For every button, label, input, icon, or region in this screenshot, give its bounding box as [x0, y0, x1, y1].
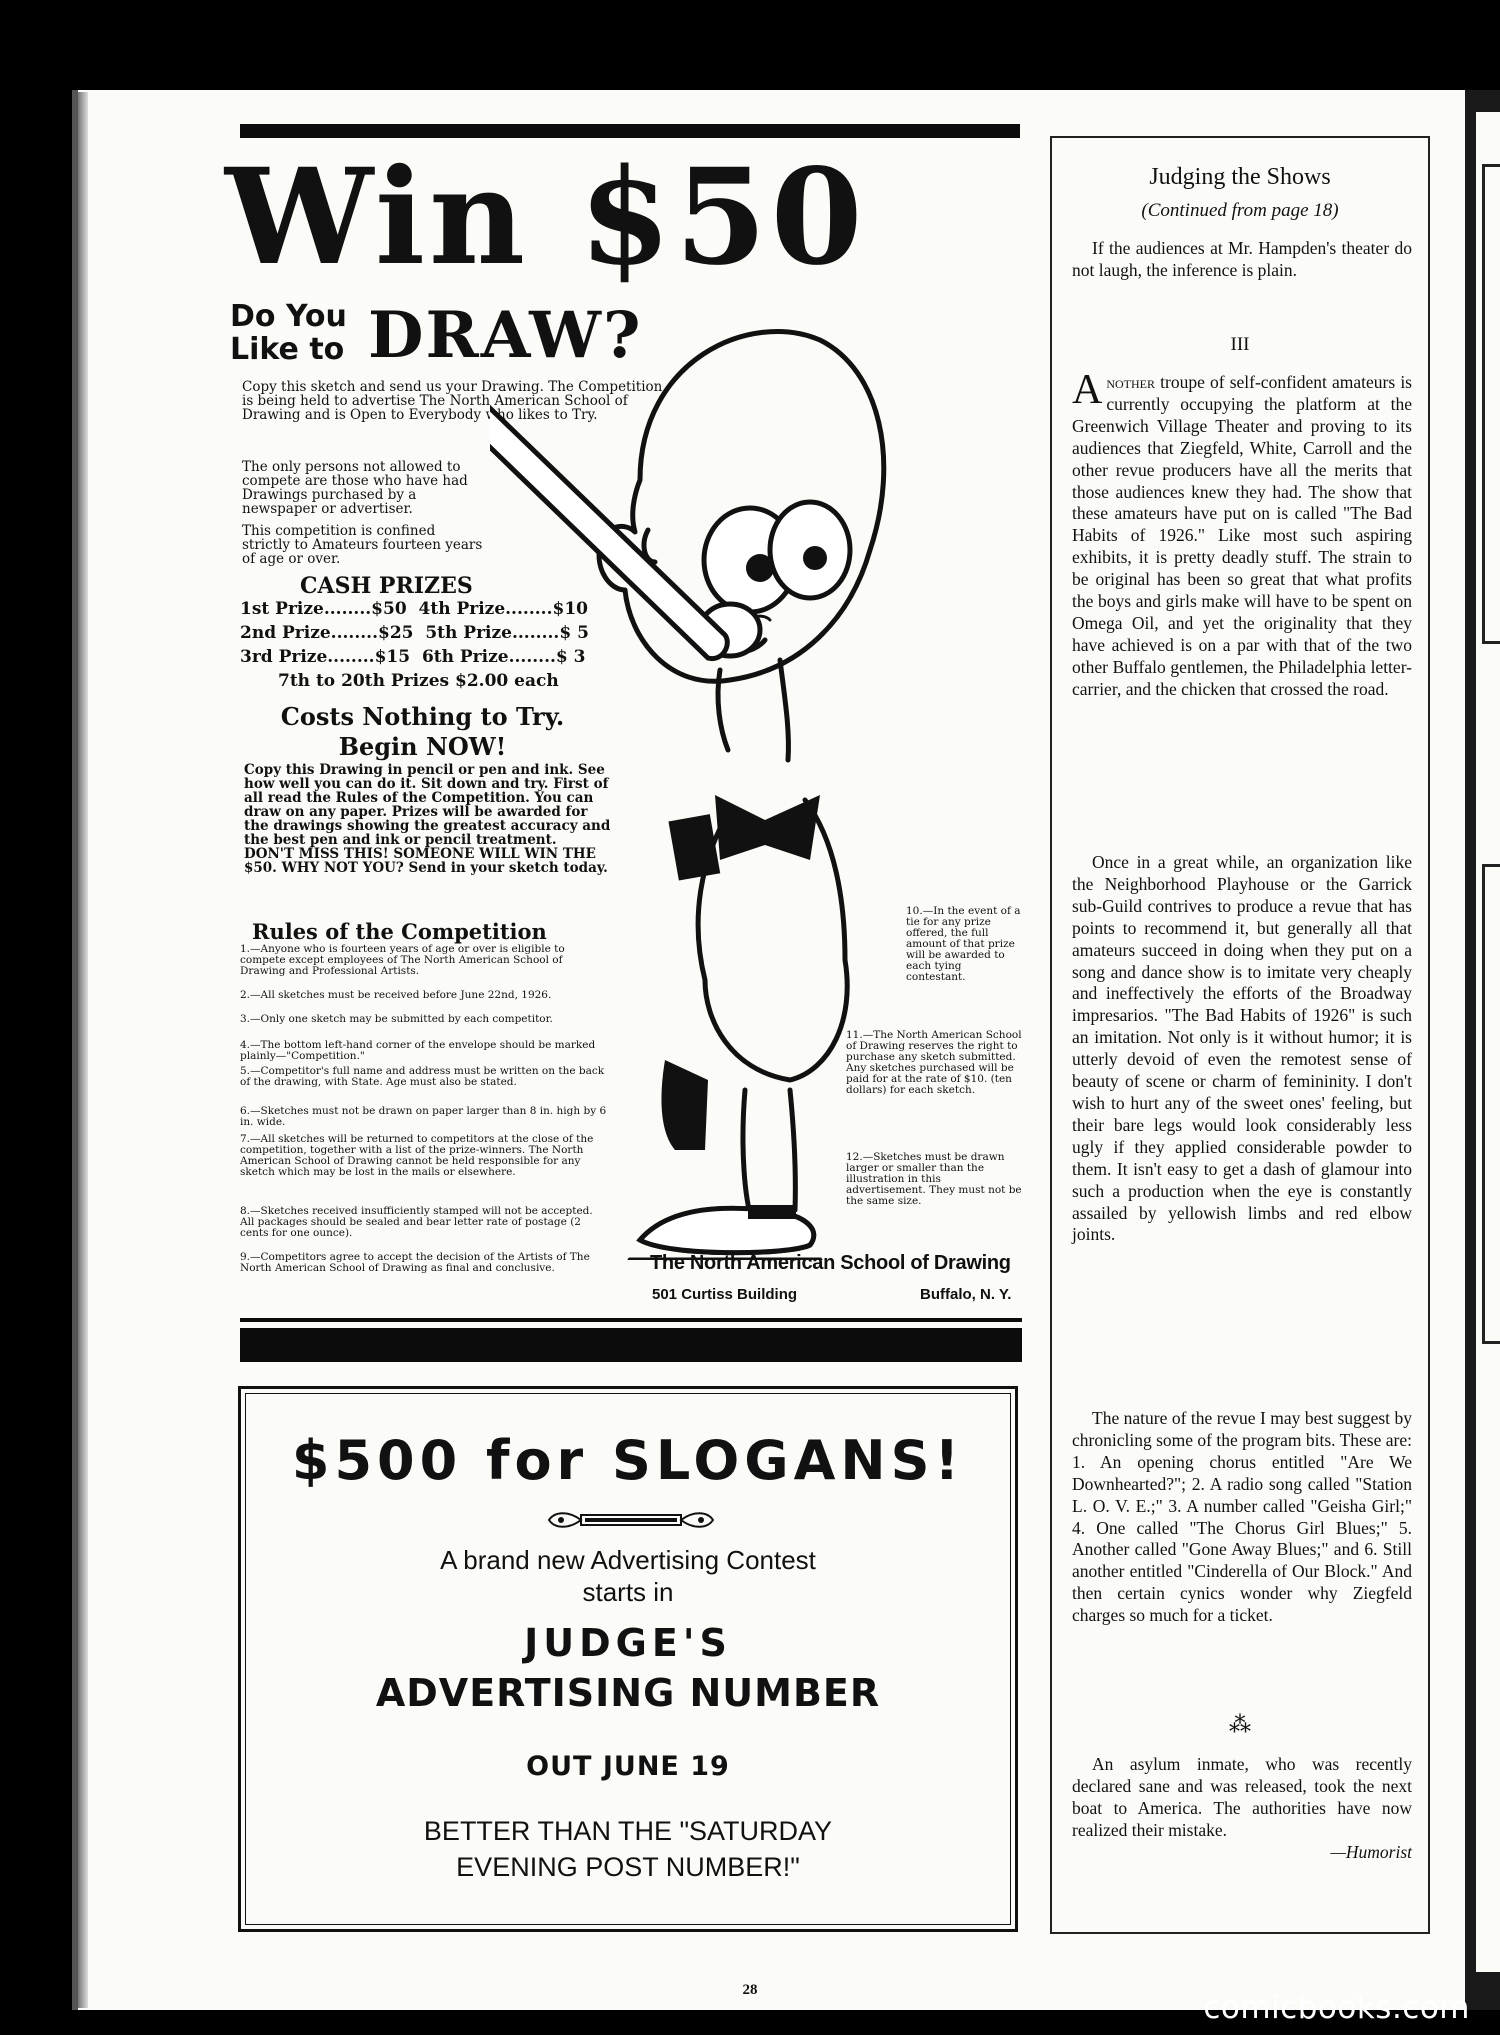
paragraph-text: troupe of self-confident amateurs is currently occupying the platform at the Greenwich Village Theater and proving to its audiences that Ziegfeld, White, Carroll and the other revue producers have all the merits that those audiences knew they had. The show that these amateurs have put on is called "The Bad Habits of 1926." Like most such aspiring exhibits, it is pretty deadly stuff. The strain to be original has been so great that what profits the boys and girls make will have to be spent on Omega Oil, and yet the originality that they have achieved is on a par with that of the two other Buffalo gentlemen, the Philadelphia letter-carrier, and the chicken that crossed the road. — [1072, 372, 1412, 699]
school-city: Buffalo, N. Y. — [920, 1286, 1012, 1303]
section-number: III — [1230, 334, 1250, 355]
intro-paragraph: Copy this sketch and send us your Drawing. The Competition is being held to advertise The North American School of Drawing and is Open to Everybody who likes to Try. — [242, 379, 663, 423]
rule-item: 12.—Sketches must be drawn larger or smaller than the illustration in this advertisement. They must not be the same size. — [846, 1151, 1022, 1207]
better-line: EVENING POST NUMBER!" — [456, 1852, 800, 1882]
school-name: The North American School of Drawing — [650, 1252, 1011, 1274]
out-date: OUT JUNE 19 — [526, 1751, 730, 1782]
like-to-line: Like to — [230, 332, 345, 367]
top-rule — [240, 124, 1020, 138]
rule-item: 9.—Competitors agree to accept the decision of the Artists of The North American School of Drawing as final and conclusive. — [240, 1251, 590, 1274]
rule-item: 7.—All sketches will be returned to competitors at the close of the competition, together with a list of the prize-winners. The North American School of Drawing cannot be held responsible for any sketch which may be lost in the mails or elsewhere. — [240, 1133, 594, 1178]
judging-the-shows-column — [1050, 136, 1430, 1934]
bottom-rule — [240, 1328, 1022, 1362]
draw-headline: DRAW? — [368, 298, 643, 373]
column-paragraph — [1072, 1754, 1412, 1864]
do-you-like-to — [230, 300, 347, 366]
judges-heading: JUDGE'S — [524, 1621, 732, 1665]
column-paragraph: If the audiences at Mr. Hampden's theater do not laugh, the inference is plain. — [1072, 238, 1412, 280]
ad-headline: Win $50 — [225, 140, 867, 295]
joke-attribution: —Humorist — [1330, 1841, 1412, 1862]
cash-prizes-title: CASH PRIZES — [300, 573, 473, 599]
facing-page-box — [1482, 864, 1500, 1344]
column-paragraph — [1072, 367, 1412, 701]
school-address: 501 Curtiss Building — [652, 1286, 798, 1303]
prizes-extra: 7th to 20th Prizes $2.00 each — [278, 671, 559, 691]
slogans-line: A brand new Advertising Contest — [440, 1545, 816, 1575]
rule-item: 2.—All sketches must be received before June 22nd, 1926. — [240, 989, 552, 1001]
cartoon-boy-illustration — [490, 300, 960, 1260]
column-paragraph: The nature of the revue I may best suggest by chronicling some of the program bits. These are: 1. An opening chorus entitled "Are We Downhearted?"; 2. A radio song called "Station L. O. V. E.;" 3. A number called "Geisha Girl;" 4. One called "The Chorus Girl Blues;" 5. Another called "Gone Away Blues;" and 6. Still another entitled "Cinderella of Our Block." And then certain cynics wonder why Ziegfeld charges so much for a ticket. — [1072, 1408, 1412, 1626]
copy-text: Copy this Drawing in pencil or pen and ink. See how well you can do it. Sit down and try. First of all read the Rules of the Competition. You can draw on any paper. Prizes will be awarded for the drawings showing the greatest accuracy and the best pen and ink or pencil treatment. — [244, 762, 611, 848]
dont-miss-text: DON'T MISS THIS! SOMEONE WILL WIN THE $50. WHY NOT YOU? Send in your sketch today. — [244, 846, 608, 876]
column-subtitle: (Continued from page 18) — [1141, 200, 1339, 221]
slogans-line: starts in — [582, 1577, 674, 1607]
rule-item: 6.—Sketches must not be drawn on paper larger than 8 in. high by 6 in. wide. — [240, 1105, 607, 1128]
prize-left: 2nd Prize........$25 — [240, 623, 414, 643]
begin-now-line: Begin NOW! — [338, 732, 507, 761]
rule-item: 5.—Competitor's full name and address must be written on the back of the drawing, with State. Age must also be stated. — [240, 1065, 605, 1088]
advertising-number-heading: ADVERTISING NUMBER — [375, 1671, 881, 1715]
prize-right: 4th Prize........$10 — [418, 599, 588, 619]
prize-right: 5th Prize........$ 5 — [425, 623, 589, 643]
facing-page-sliver — [1476, 112, 1500, 1972]
better-line: BETTER THAN THE "SATURDAY — [423, 1816, 833, 1846]
fleuron: ⁂ — [1229, 1712, 1251, 1737]
rules-title: Rules of the Competition — [252, 919, 547, 944]
facing-page-box — [1482, 164, 1500, 644]
do-you-line: Do You — [230, 299, 347, 334]
rule-thin — [240, 1318, 1022, 1322]
rule-item: 1.—Anyone who is fourteen years of age or over is eligible to compete except employees of The North American School of Drawing and Professional Artists. — [240, 943, 565, 977]
costs-line: Costs Nothing to Try. — [280, 702, 565, 731]
page-fold-shadow — [78, 92, 88, 2008]
rule-item: 4.—The bottom left-hand corner of the envelope should be marked plainly—"Competition." — [240, 1039, 596, 1062]
ornament-divider — [541, 1509, 721, 1531]
prize-right: 6th Prize........$ 3 — [421, 647, 586, 667]
rule-item: 11.—The North American School of Drawing reserves the right to purchase any sketch submitted. Any sketches purchased will be paid for at the rate of $10. (ten dollars) for each sketch. — [846, 1029, 1022, 1096]
slogans-ad — [238, 1386, 1018, 1932]
rule-item: 10.—In the event of a tie for any prize offered, the full amount of that prize will be awarded to each tying contestant. — [906, 905, 1021, 983]
joke-text: An asylum inmate, who was recently declared sane and was released, took the next boat to America. The authorities have now realized their mistake. — [1072, 1754, 1412, 1840]
slogans-title: $500 for SLOGANS! — [291, 1429, 965, 1492]
lead-word: nother — [1106, 372, 1156, 392]
prize-left: 3rd Prize........$15 — [240, 647, 411, 667]
prize-left: 1st Prize........$50 — [240, 599, 407, 619]
rule-item: 8.—Sketches received insufficiently stamped will not be accepted. All packages should be sealed and bear letter rate of postage (2 cents for one ounce). — [240, 1205, 593, 1239]
column-title: Judging the Shows — [1149, 164, 1331, 190]
page-number: 28 — [742, 1982, 758, 1998]
column-paragraph: Once in a great while, an organization like the Neighborhood Playhouse or the Garrick sub-Guild contrives to produce a revue that has points to recommend it, but generally all that amateurs succeed in doing when they put on a song and dance show is to imitate very cheaply and ineffectively the efforts of the Broadway impresarios. "The Bad Habits of 1926" is such an imitation. Not only is it without humor; it is utterly devoid of even the remotest sense of beauty of scene or charm of femininity. I don't wish to hurt any of the sweet ones' feeling, but their bare legs would look considerably less ugly if they applied considerable powder to them. It isn't easy to get a dash of glamour into such a production when the eye is constantly assailed by yellowish limbs and red elbow joints. — [1072, 852, 1412, 1245]
intro-paragraph: This competition is confined strictly to Amateurs fourteen years of age or over. — [242, 523, 483, 567]
rule-item: 3.—Only one sketch may be submitted by each competitor. — [240, 1013, 553, 1025]
watermark: comicbooks.com — [1203, 1990, 1470, 2026]
drop-cap: A — [1072, 367, 1103, 413]
intro-paragraph: The only persons not allowed to compete are those who have had Drawings purchased by a newspaper or advertiser. — [242, 459, 468, 517]
